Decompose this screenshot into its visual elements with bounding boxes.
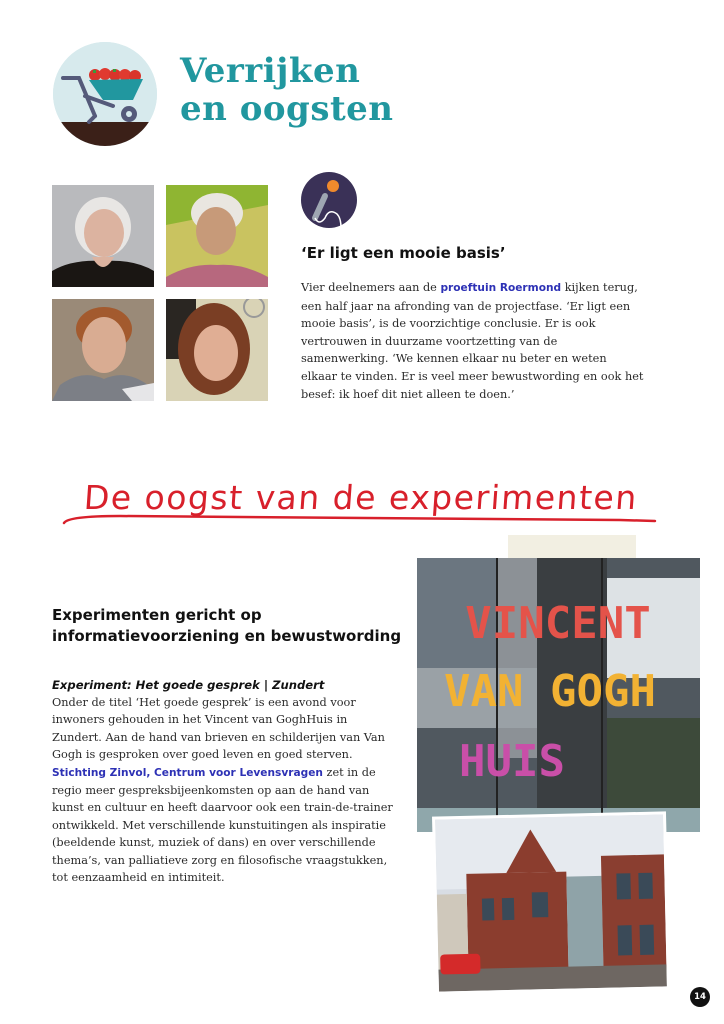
interview-text: [301, 279, 646, 403]
sign-line-2: VAN GOGH: [444, 666, 656, 717]
proeftuin-roermond-link[interactable]: proeftuin Roermond: [440, 282, 562, 294]
chapter-title-line-2: en oogsten: [180, 89, 394, 129]
chapter-title: [180, 52, 394, 128]
sign-line-3: HUIS: [459, 736, 565, 787]
tape-decoration: [508, 535, 636, 559]
participant-photo-1: [52, 185, 154, 287]
experiment-text: [52, 694, 400, 886]
experiment-title: Experiment: Het goede gesprek | Zundert: [52, 678, 325, 692]
experiment-text-start: Onder de titel ‘Het goede gesprek’ is een avond voor inwoners gehouden in het Vincent van GoghHuis in Zundert. Aan de hand van brieven en schilderijen van Van Gogh is gesproken over goed leven en goed sterven.: [52, 696, 385, 762]
participant-photo-4: [166, 299, 268, 401]
experiment-text-end: zet in de regio meer gespreksbijeenkomsten op aan de hand van kunst en cultuur en heeft daarvoor ook een train-de-trainer ontwikkeld. Met verschillende kunstuitingen als inspiratie (beeldende kunst, muziek of dans) en over verschillende thema’s, van palliatieve zorg en filosofische vraagstukken, tot eenzaamheid en intimiteit.: [52, 765, 393, 885]
harvest-heading: De oogst van de experimenten: [82, 478, 640, 517]
participant-photo-3: [52, 299, 154, 401]
chapter-title-line-1: Verrijken: [180, 51, 361, 91]
section-title-line-1: Experimenten gericht op: [52, 606, 262, 624]
wheelbarrow-icon: [53, 42, 157, 146]
section-title: [52, 605, 401, 647]
interview-title: ‘Er ligt een mooie basis’: [301, 244, 506, 262]
stichting-zinvol-link[interactable]: Stichting Zinvol, Centrum voor Levensvragen: [52, 766, 323, 779]
sign-line-1: VINCENT: [465, 598, 651, 649]
microphone-icon: [301, 172, 357, 228]
interview-text-end: kijken terug, een half jaar na afronding van de projectfase. ‘Er ligt een mooie basis’, is de voorzichtige conclusie. Er is ook vertrouwen in duurzame voortzetting van de samenwerking. ‘We kennen elkaar nu beter en weten elkaar te vinden. Er is veel meer bewustwording en ook het besef: ik hoef dit niet alleen te doen.’: [301, 281, 644, 401]
participant-photo-2: [166, 185, 268, 287]
van-gogh-huis-building-photo: [435, 814, 667, 991]
section-title-line-2: informatievoorziening en bewustwording: [52, 627, 402, 645]
harvest-heading-underline: [60, 508, 660, 538]
page-number: 14: [690, 987, 710, 1007]
van-gogh-huis-window-photo: [417, 558, 700, 832]
interview-text-start: Vier deelnemers aan de: [301, 281, 441, 294]
